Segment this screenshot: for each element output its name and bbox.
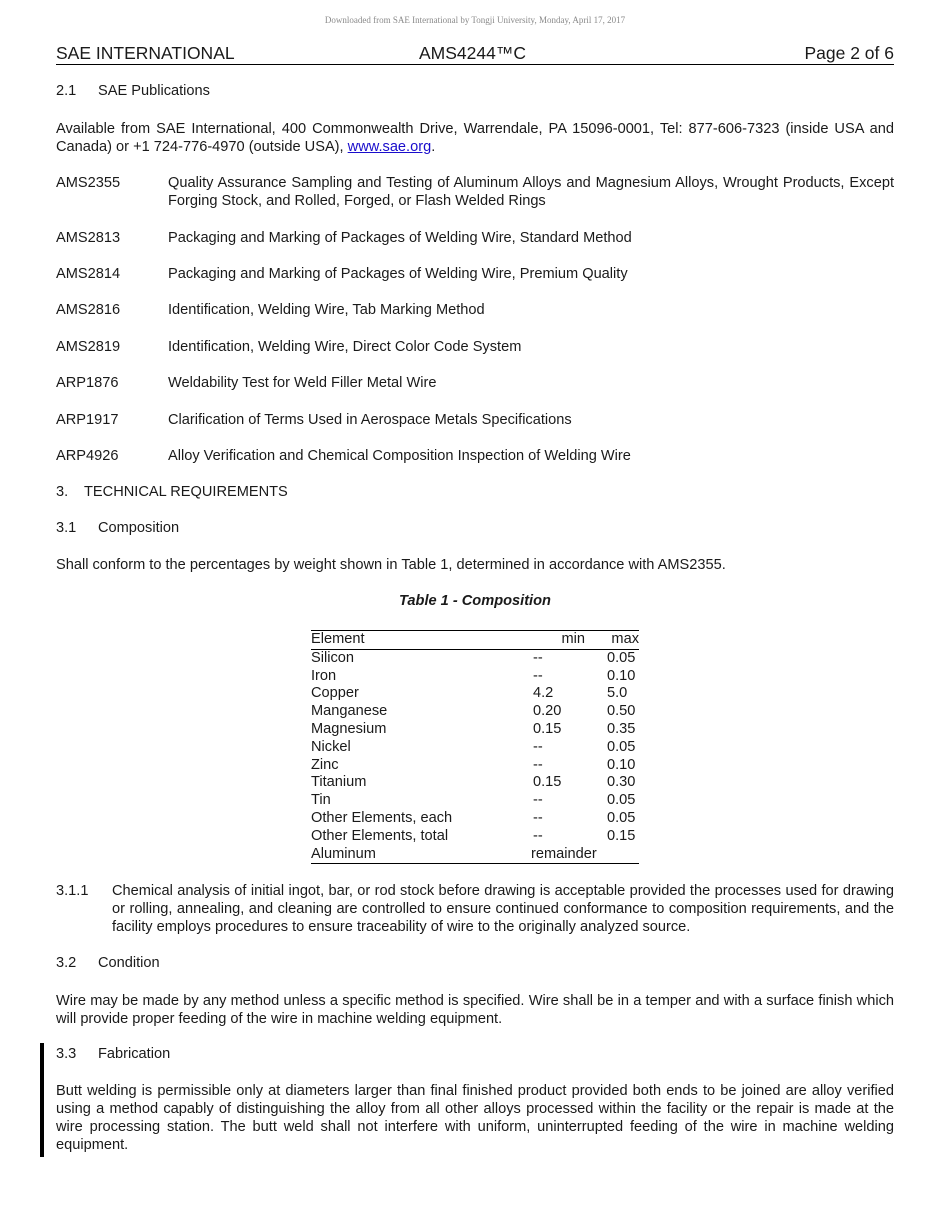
- table-row: [311, 668, 639, 686]
- table-row: [311, 810, 639, 828]
- section-text: Chemical analysis of initial ingot, bar, or rod stock before drawing is acceptable provided the processes used for drawing or rolling, annealing, and cleaning are controlled to ensure continued conformance to composition requirements, and the facility employs procedures to ensure traceability of wire to the originally analyzed source.: [112, 883, 894, 935]
- element-cell: Aluminum: [311, 845, 376, 862]
- table-row: [311, 649, 639, 667]
- reference-code: AMS2816: [56, 302, 121, 318]
- column-header-element: Element: [311, 631, 365, 647]
- min-cell: --: [533, 756, 543, 773]
- min-cell: --: [533, 792, 543, 809]
- section-3-1-1: [56, 882, 894, 936]
- section-number: 3.1: [56, 520, 77, 536]
- min-cell: --: [533, 809, 543, 826]
- section-3-heading: [56, 484, 288, 500]
- page-header: [56, 43, 894, 65]
- max-cell: 0.10: [607, 667, 636, 684]
- section-title: TECHNICAL REQUIREMENTS: [84, 484, 288, 500]
- header-organization: SAE INTERNATIONAL: [56, 43, 235, 63]
- table-row: [311, 774, 639, 792]
- section-title: Condition: [98, 955, 160, 971]
- min-cell: 0.15: [533, 720, 562, 737]
- table-header-row: [311, 631, 639, 650]
- element-cell: Zinc: [311, 756, 339, 773]
- element-cell: Titanium: [311, 774, 367, 791]
- reference-title: Alloy Verification and Chemical Composition Inspection of Welding Wire: [168, 448, 631, 464]
- table-row: [311, 846, 639, 864]
- min-cell: 0.20: [533, 703, 562, 720]
- table-title: Table 1 - Composition: [399, 593, 551, 609]
- reference-code: ARP1917: [56, 412, 119, 428]
- max-cell: 0.05: [607, 738, 636, 755]
- table-row: [311, 828, 639, 846]
- element-cell: Nickel: [311, 738, 351, 755]
- section-3-2-heading: [56, 955, 160, 971]
- element-cell: Magnesium: [311, 720, 387, 737]
- column-header-max: max: [611, 631, 639, 647]
- reference-title: Packaging and Marking of Packages of Welding Wire, Premium Quality: [168, 266, 628, 282]
- min-cell: --: [533, 827, 543, 844]
- max-cell: 5.0: [607, 685, 628, 702]
- section-number: 3.3: [56, 1046, 77, 1062]
- condition-paragraph: Wire may be made by any method unless a specific method is specified. Wire shall be in a temper and with a surface finish which will provide proper feeding of the wire in machine welding equipment.: [56, 993, 894, 1027]
- element-cell: Tin: [311, 792, 331, 809]
- reference-title: Packaging and Marking of Packages of Welding Wire, Standard Method: [168, 230, 632, 246]
- section-number: 3.: [56, 484, 69, 500]
- composition-table: [311, 630, 639, 864]
- reference-item: [56, 265, 894, 283]
- reference-item: [56, 338, 894, 356]
- reference-title: Weldability Test for Weld Filler Metal Wire: [168, 375, 437, 391]
- reference-title: Identification, Welding Wire, Tab Marking Method: [168, 302, 485, 318]
- sae-website-link[interactable]: www.sae.org: [347, 139, 432, 155]
- reference-code: ARP4926: [56, 448, 119, 464]
- revision-change-bar: [40, 1043, 44, 1157]
- element-cell: Manganese: [311, 703, 388, 720]
- table-row: [311, 792, 639, 810]
- element-cell: Other Elements, total: [311, 827, 449, 844]
- min-cell: 4.2: [533, 685, 554, 702]
- download-watermark: Downloaded from SAE International by Tongji University, Monday, April 17, 2017: [324, 15, 626, 25]
- availability-paragraph: [56, 120, 894, 156]
- element-cell: Copper: [311, 685, 359, 702]
- reference-title: Identification, Welding Wire, Direct Color Code System: [168, 339, 522, 355]
- min-cell: --: [533, 649, 543, 666]
- min-cell: --: [533, 667, 543, 684]
- reference-item: [56, 174, 894, 210]
- reference-title: Quality Assurance Sampling and Testing of Aluminum Alloys and Magnesium Alloys, Wrought Products, Except Forging Stock, and Rolled, Forged, or Flash Welded Rings: [168, 175, 894, 209]
- availability-end: .: [431, 139, 436, 155]
- max-cell: 0.35: [607, 720, 636, 737]
- reference-code: ARP1876: [56, 375, 119, 391]
- max-cell: [607, 846, 639, 864]
- reference-code: AMS2819: [56, 339, 121, 355]
- section-title: Composition: [98, 520, 180, 536]
- max-cell: 0.15: [607, 827, 636, 844]
- reference-code: AMS2814: [56, 266, 121, 282]
- reference-item: [56, 229, 894, 247]
- section-number: 2.1: [56, 83, 77, 99]
- composition-statement: Shall conform to the percentages by weight shown in Table 1, determined in accordance with AMS2355.: [56, 557, 726, 573]
- fabrication-paragraph: Butt welding is permissible only at diameters larger than final finished product provided both ends to be joined are alloy verified using a method capably of distinguishing the alloy from all other alloys processed within the facility or the repair is made at the wire processing station. The butt weld shall not interfere with uniform, uninterrupted feeding of the wire in machine welding equipment.: [56, 1083, 894, 1153]
- header-document-number: AMS4244™C: [419, 43, 526, 63]
- section-number: 3.2: [56, 955, 77, 971]
- table-row: [311, 757, 639, 775]
- reference-item: [56, 447, 894, 465]
- header-page-number: Page 2 of 6: [804, 43, 894, 63]
- min-cell: remainder: [531, 845, 597, 862]
- reference-item: [56, 411, 894, 429]
- section-title: Fabrication: [98, 1046, 171, 1062]
- max-cell: 0.30: [607, 774, 636, 791]
- max-cell: 0.10: [607, 756, 636, 773]
- section-title: SAE Publications: [98, 83, 210, 99]
- availability-text: Available from SAE International, 400 Commonwealth Drive, Warrendale, PA 15096-0001, Tel: 877-606-7323 (inside USA and Canada) or +1 724-776-4970 (outside USA),: [56, 121, 894, 155]
- column-header-min: min: [561, 631, 585, 647]
- reference-code: AMS2813: [56, 230, 121, 246]
- max-cell: 0.50: [607, 703, 636, 720]
- reference-title: Clarification of Terms Used in Aerospace Metals Specifications: [168, 412, 572, 428]
- section-2-1-heading: [56, 83, 210, 99]
- max-cell: 0.05: [607, 792, 636, 809]
- element-cell: Other Elements, each: [311, 809, 453, 826]
- table-row: [311, 721, 639, 739]
- min-cell: --: [533, 738, 543, 755]
- max-cell: 0.05: [607, 809, 636, 826]
- section-3-3-heading: [56, 1046, 170, 1062]
- element-cell: Silicon: [311, 649, 354, 666]
- section-3-1-heading: [56, 520, 179, 536]
- table-row: [311, 739, 639, 757]
- element-cell: Iron: [311, 667, 337, 684]
- section-number: 3.1.1: [56, 883, 89, 899]
- max-cell: 0.05: [607, 649, 636, 666]
- reference-item: [56, 374, 894, 392]
- min-cell: 0.15: [533, 774, 562, 791]
- table-row: [311, 685, 639, 703]
- reference-item: [56, 301, 894, 319]
- reference-code: AMS2355: [56, 175, 121, 191]
- table-row: [311, 703, 639, 721]
